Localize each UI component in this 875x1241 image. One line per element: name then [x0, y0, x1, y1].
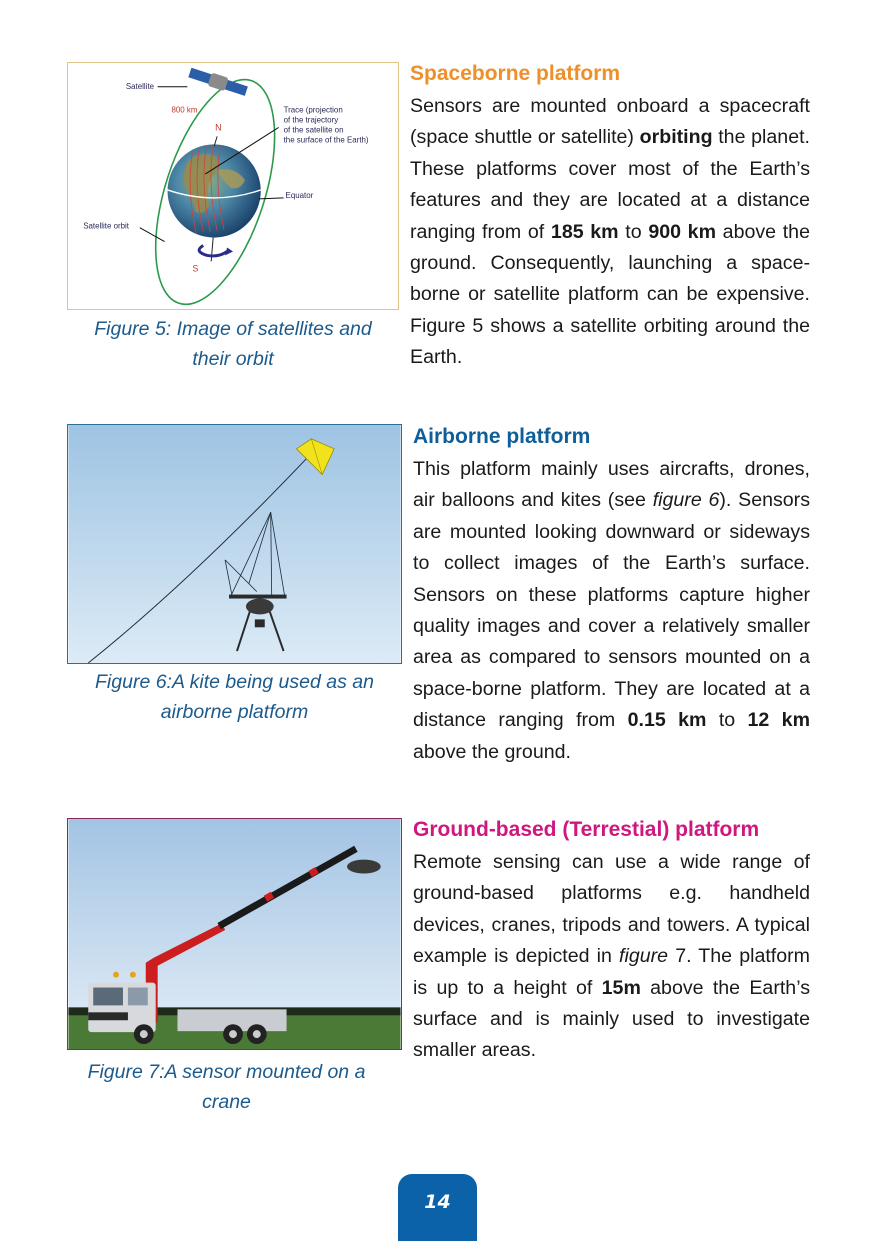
section-ground-based [413, 815, 810, 1067]
figure-5-satellite-orbit-image [67, 62, 399, 310]
heading-ground-based: Ground-based (Terrestial) platform [413, 818, 760, 841]
paragraph-ground-based [413, 847, 810, 1067]
bold-text: 15m [601, 976, 641, 999]
label-equator: Equator [285, 190, 314, 200]
paragraph-airborne [413, 454, 810, 768]
figure-5-caption [67, 314, 399, 374]
label-trace-1: Trace (projection [283, 105, 343, 115]
paragraph-spaceborne [410, 91, 810, 374]
label-north: N [215, 122, 222, 133]
heading-airborne: Airborne platform [413, 425, 591, 448]
text-run: 7. The platform is up to a height of [413, 945, 810, 999]
text-run: the planet. These platforms cover most of the Earth’s features and they are located at a distance ranging from of [410, 126, 810, 243]
text-run: above the ground. Consequently, launching a space-borne or satellite platform can be expensive. Figure 5 shows a satellite orbiting around the Earth. [410, 220, 810, 369]
figure-7-caption [60, 1057, 393, 1117]
section-airborne [413, 422, 810, 768]
bold-text: 0.15 km [627, 709, 707, 732]
label-south: S [192, 263, 199, 274]
label-trace-4: the surface of the Earth) [283, 135, 369, 145]
italic-text: figure 6 [652, 489, 720, 512]
label-altitude: 800 km [171, 105, 198, 115]
bold-text: 12 km [747, 709, 811, 732]
text-run: Remote sensing can use a wide range of ground-based platforms e.g. handheld devices, cranes, tripods and towers. A typical example is depicted in [413, 851, 810, 968]
heading-spaceborne: Spaceborne platform [410, 62, 621, 85]
label-satellite: Satellite [125, 81, 155, 91]
text-run: above the ground. [413, 740, 571, 763]
label-trace-3: of the satellite on [283, 125, 344, 135]
figure-6-kite-image [67, 424, 402, 664]
text-run: Sensors are mounted onboard a spacecraft (space shuttle or satellite) [410, 95, 810, 149]
figure-6-caption-line-2: airborne platform [160, 701, 309, 723]
figure-7-caption-line-2: crane [202, 1091, 251, 1113]
earth-globe [168, 144, 261, 237]
text-run: to [618, 220, 649, 243]
bold-text: 900 km [648, 220, 716, 243]
label-trace-2: of the trajectory [283, 115, 339, 125]
text-run: to [706, 709, 748, 732]
figure-7-crane-image [67, 818, 402, 1050]
text-run: above the Earth’s surface and is mainly used to investigate smaller areas. [413, 976, 810, 1062]
italic-text: figure [619, 945, 669, 968]
page-number-badge: 14 [398, 1174, 477, 1241]
figure-7-caption-line-1: Figure 7:A sensor mounted on a [87, 1061, 366, 1083]
text-run: This platform mainly uses aircrafts, drones, air balloons and kites (see [413, 458, 810, 512]
figure-6-caption-line-1: Figure 6:A kite being used as an [95, 671, 374, 693]
figure-6-caption [67, 667, 402, 727]
figure-5-caption-line-1: Figure 5: Image of satellites and [94, 318, 372, 340]
bold-text: orbiting [639, 126, 713, 149]
text-run: ). Sensors are mounted looking downward or sideways to collect images of the Earth’s surface. Sensors on these platforms capture higher quality images and cover a relatively smaller area as compared to sensors mounted on a space-borne platform. They are located at a distance ranging from [413, 489, 811, 732]
label-satellite-orbit: Satellite orbit [83, 221, 130, 231]
sensor-icon [347, 860, 381, 874]
section-spaceborne [410, 59, 810, 374]
bold-text: 185 km [550, 220, 619, 243]
figure-5-caption-line-2: their orbit [192, 348, 274, 370]
